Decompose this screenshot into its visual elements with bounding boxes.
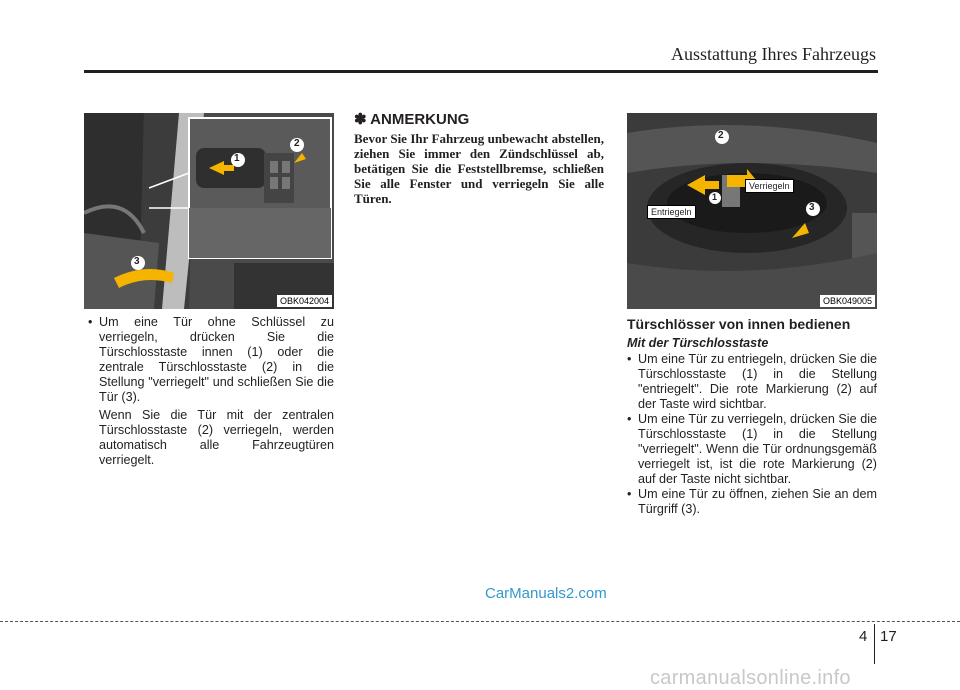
watermark-link[interactable]: CarManuals2.com <box>485 585 607 602</box>
right-bullet-item: • Um eine Tür zu öffnen, ziehen Sie an dem Türgriff (3). <box>627 487 877 517</box>
left-bullet-list <box>88 315 334 405</box>
right-callout-2: 2 <box>718 130 724 141</box>
section-subtitle: Mit der Türschlosstaste <box>627 336 769 350</box>
page-number: 17 <box>880 628 897 645</box>
right-bullet-item: • Um eine Tür zu entriegeln, drücken Sie die Türschlosstaste (1) in die Stellung "entriegelt". Die rote Markierung (2) auf der Taste wird sichtbar. <box>627 352 877 412</box>
left-illustration <box>84 113 334 309</box>
right-illustration <box>627 113 877 309</box>
right-bullet-list <box>627 352 877 517</box>
label-lock: Verriegeln <box>745 179 794 193</box>
right-callout-1: 1 <box>712 192 718 202</box>
left-callout-3: 3 <box>134 256 140 267</box>
section-title: Türschlösser von innen bedienen <box>627 316 851 332</box>
chapter-number: 4 <box>859 628 868 645</box>
header-rule <box>84 70 878 73</box>
header-title: Ausstattung Ihres Fahrzeugs <box>671 44 876 64</box>
left-bullet-item: • Um eine Tür ohne Schlüssel zu verriegeln, drücken Sie die Türschlosstaste innen (1) oder die zentrale Türschlosstaste (2) in die Stellung "verriegelt" und schließen Sie die Tür (3). <box>88 315 334 405</box>
label-unlock: Entriegeln <box>647 205 696 219</box>
left-callout-1: 1 <box>234 153 240 164</box>
note-body: Bevor Sie Ihr Fahrzeug unbewacht abstellen, ziehen Sie immer den Zündschlüssel ab, betätigen Sie die Feststellbremse, schließen Sie alle Fenster und verriegeln Sie alle Türen. <box>354 131 604 206</box>
footer-site-watermark: carmanualsonline.info <box>650 667 851 689</box>
left-image-caption: OBK042004 <box>277 295 332 307</box>
note-title: ✽ ANMERKUNG <box>354 111 470 128</box>
footer-rule <box>0 621 960 622</box>
right-image-caption: OBK049005 <box>820 295 875 307</box>
right-bullet-item: • Um eine Tür zu verriegeln, drücken Sie die Türschlosstaste (1) in die Stellung "verriegelt". Wenn die Tür ordnungsgemäß verriegelt ist, ist die rote Markierung (2) auf der Taste nicht sichtbar. <box>627 412 877 487</box>
left-callout-2: 2 <box>294 138 300 149</box>
left-paragraph: Wenn Sie die Tür mit der zentralen Türschlosstaste (2) verriegeln, werden automatisch alle Fahrzeugtüren verriegelt. <box>99 408 334 467</box>
right-callout-3: 3 <box>809 202 815 213</box>
page-divider <box>874 624 875 664</box>
